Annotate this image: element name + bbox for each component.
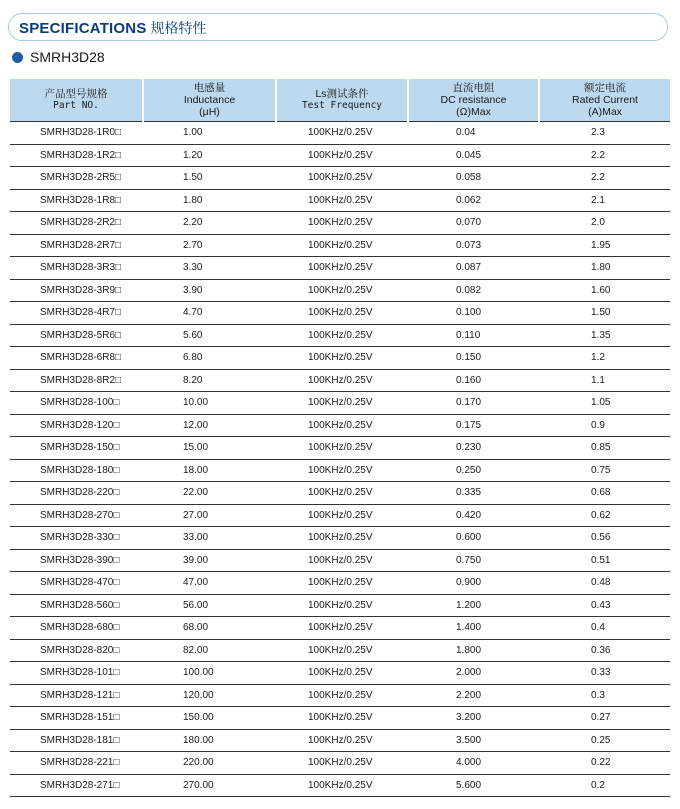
inductance-cell: 27.00 xyxy=(143,504,276,527)
dc-resistance-cell: 0.073 xyxy=(408,234,539,257)
dc-resistance-cell: 1.200 xyxy=(408,594,539,617)
inductance-cell: 8.20 xyxy=(143,369,276,392)
part-number-cell: SMRH3D28-6R8□ xyxy=(10,347,143,370)
test-frequency-cell: 100KHz/0.25V xyxy=(276,369,408,392)
rated-current-cell: 0.4 xyxy=(539,617,670,640)
test-frequency-cell: 100KHz/0.25V xyxy=(276,212,408,235)
table-row xyxy=(10,639,670,662)
table-row xyxy=(10,144,670,167)
inductance-cell: 5.60 xyxy=(143,324,276,347)
inductance-cell: 3.30 xyxy=(143,257,276,280)
table-row xyxy=(10,774,670,797)
part-number-cell: SMRH3D28-180□ xyxy=(10,459,143,482)
inductance-cell: 56.00 xyxy=(143,594,276,617)
table-row xyxy=(10,617,670,640)
inductance-cell: 1.20 xyxy=(143,144,276,167)
test-frequency-cell: 100KHz/0.25V xyxy=(276,504,408,527)
part-number-cell: SMRH3D28-3R3□ xyxy=(10,257,143,280)
test-frequency-cell: 100KHz/0.25V xyxy=(276,549,408,572)
dc-resistance-cell: 0.600 xyxy=(408,527,539,550)
dc-resistance-cell: 3.200 xyxy=(408,707,539,730)
test-frequency-cell: 100KHz/0.25V xyxy=(276,144,408,167)
rated-current-cell: 1.2 xyxy=(539,347,670,370)
test-frequency-cell: 100KHz/0.25V xyxy=(276,482,408,505)
dc-resistance-cell: 0.058 xyxy=(408,167,539,190)
rated-current-cell: 2.3 xyxy=(539,122,670,145)
table-row xyxy=(10,459,670,482)
part-number-cell: SMRH3D28-8R2□ xyxy=(10,369,143,392)
table-row xyxy=(10,729,670,752)
table-row xyxy=(10,594,670,617)
rated-current-cell: 0.9 xyxy=(539,414,670,437)
test-frequency-cell: 100KHz/0.25V xyxy=(276,122,408,145)
test-frequency-cell: 100KHz/0.25V xyxy=(276,527,408,550)
dc-resistance-cell: 0.087 xyxy=(408,257,539,280)
dc-resistance-cell: 0.230 xyxy=(408,437,539,460)
model-name: SMRH3D28 xyxy=(30,49,105,65)
test-frequency-cell: 100KHz/0.25V xyxy=(276,639,408,662)
part-number-cell: SMRH3D28-271□ xyxy=(10,774,143,797)
table-row xyxy=(10,234,670,257)
rated-current-cell: 0.56 xyxy=(539,527,670,550)
test-frequency-cell: 100KHz/0.25V xyxy=(276,617,408,640)
rated-current-cell: 0.3 xyxy=(539,684,670,707)
part-number-cell: SMRH3D28-270□ xyxy=(10,504,143,527)
dc-resistance-cell: 0.100 xyxy=(408,302,539,325)
dc-resistance-cell: 0.750 xyxy=(408,549,539,572)
rated-current-cell: 2.1 xyxy=(539,189,670,212)
table-row xyxy=(10,302,670,325)
part-number-cell: SMRH3D28-680□ xyxy=(10,617,143,640)
part-number-cell: SMRH3D28-2R5□ xyxy=(10,167,143,190)
rated-current-cell: 1.50 xyxy=(539,302,670,325)
part-number-cell: SMRH3D28-100□ xyxy=(10,392,143,415)
table-row xyxy=(10,392,670,415)
dc-resistance-cell: 0.150 xyxy=(408,347,539,370)
dc-resistance-cell: 0.04 xyxy=(408,122,539,145)
dc-resistance-cell: 0.045 xyxy=(408,144,539,167)
col-header-part-no: 产品型号规格 Part NO. xyxy=(10,79,143,122)
part-number-cell: SMRH3D28-560□ xyxy=(10,594,143,617)
part-number-cell: SMRH3D28-181□ xyxy=(10,729,143,752)
inductance-cell: 12.00 xyxy=(143,414,276,437)
col-header-dc-resistance: 直流电阻 DC resistance (Ω)Max xyxy=(408,79,539,122)
part-number-cell: SMRH3D28-151□ xyxy=(10,707,143,730)
part-number-cell: SMRH3D28-120□ xyxy=(10,414,143,437)
test-frequency-cell: 100KHz/0.25V xyxy=(276,347,408,370)
table-row xyxy=(10,369,670,392)
specifications-table xyxy=(10,79,670,797)
dc-resistance-cell: 1.800 xyxy=(408,639,539,662)
table-row xyxy=(10,324,670,347)
col-header-test-frequency: Ls测试条件 Test Frequency xyxy=(276,79,408,122)
table-row xyxy=(10,279,670,302)
dc-resistance-cell: 4.000 xyxy=(408,752,539,775)
dc-resistance-cell: 0.082 xyxy=(408,279,539,302)
table-row xyxy=(10,347,670,370)
test-frequency-cell: 100KHz/0.25V xyxy=(276,572,408,595)
part-number-cell: SMRH3D28-5R6□ xyxy=(10,324,143,347)
inductance-cell: 120.00 xyxy=(143,684,276,707)
rated-current-cell: 0.75 xyxy=(539,459,670,482)
part-number-cell: SMRH3D28-4R7□ xyxy=(10,302,143,325)
table-row xyxy=(10,482,670,505)
test-frequency-cell: 100KHz/0.25V xyxy=(276,729,408,752)
rated-current-cell: 1.1 xyxy=(539,369,670,392)
dc-resistance-cell: 0.420 xyxy=(408,504,539,527)
part-number-cell: SMRH3D28-2R2□ xyxy=(10,212,143,235)
test-frequency-cell: 100KHz/0.25V xyxy=(276,414,408,437)
test-frequency-cell: 100KHz/0.25V xyxy=(276,437,408,460)
dc-resistance-cell: 0.070 xyxy=(408,212,539,235)
table-row xyxy=(10,437,670,460)
inductance-cell: 18.00 xyxy=(143,459,276,482)
dc-resistance-cell: 0.160 xyxy=(408,369,539,392)
table-row xyxy=(10,122,670,145)
rated-current-cell: 1.60 xyxy=(539,279,670,302)
table-row xyxy=(10,257,670,280)
table-row xyxy=(10,189,670,212)
table-row xyxy=(10,707,670,730)
col-header-rated-current: 额定电流 Rated Current (A)Max xyxy=(539,79,670,122)
dc-resistance-cell: 3.500 xyxy=(408,729,539,752)
part-number-cell: SMRH3D28-121□ xyxy=(10,684,143,707)
inductance-cell: 47.00 xyxy=(143,572,276,595)
dc-resistance-cell: 0.062 xyxy=(408,189,539,212)
inductance-cell: 220.00 xyxy=(143,752,276,775)
table-row xyxy=(10,684,670,707)
rated-current-cell: 1.35 xyxy=(539,324,670,347)
inductance-cell: 39.00 xyxy=(143,549,276,572)
part-number-cell: SMRH3D28-330□ xyxy=(10,527,143,550)
inductance-cell: 180.00 xyxy=(143,729,276,752)
dc-resistance-cell: 5.600 xyxy=(408,774,539,797)
test-frequency-cell: 100KHz/0.25V xyxy=(276,459,408,482)
dc-resistance-cell: 0.900 xyxy=(408,572,539,595)
rated-current-cell: 0.62 xyxy=(539,504,670,527)
dc-resistance-cell: 0.170 xyxy=(408,392,539,415)
part-number-cell: SMRH3D28-820□ xyxy=(10,639,143,662)
rated-current-cell: 0.43 xyxy=(539,594,670,617)
test-frequency-cell: 100KHz/0.25V xyxy=(276,392,408,415)
rated-current-cell: 0.2 xyxy=(539,774,670,797)
part-number-cell: SMRH3D28-150□ xyxy=(10,437,143,460)
part-number-cell: SMRH3D28-3R9□ xyxy=(10,279,143,302)
rated-current-cell: 0.33 xyxy=(539,662,670,685)
dc-resistance-cell: 1.400 xyxy=(408,617,539,640)
table-body xyxy=(10,122,670,797)
part-number-cell: SMRH3D28-1R8□ xyxy=(10,189,143,212)
inductance-cell: 15.00 xyxy=(143,437,276,460)
test-frequency-cell: 100KHz/0.25V xyxy=(276,302,408,325)
test-frequency-cell: 100KHz/0.25V xyxy=(276,167,408,190)
table-header-row xyxy=(10,79,670,122)
table-row xyxy=(10,572,670,595)
dc-resistance-cell: 0.250 xyxy=(408,459,539,482)
test-frequency-cell: 100KHz/0.25V xyxy=(276,707,408,730)
table-row xyxy=(10,662,670,685)
bullet-dot-icon xyxy=(12,52,23,63)
section-title-en: SPECIFICATIONS xyxy=(19,20,147,37)
inductance-cell: 2.70 xyxy=(143,234,276,257)
dc-resistance-cell: 0.110 xyxy=(408,324,539,347)
part-number-cell: SMRH3D28-1R2□ xyxy=(10,144,143,167)
part-number-cell: SMRH3D28-101□ xyxy=(10,662,143,685)
inductance-cell: 1.00 xyxy=(143,122,276,145)
inductance-cell: 100.00 xyxy=(143,662,276,685)
inductance-cell: 33.00 xyxy=(143,527,276,550)
rated-current-cell: 2.0 xyxy=(539,212,670,235)
inductance-cell: 22.00 xyxy=(143,482,276,505)
part-number-cell: SMRH3D28-470□ xyxy=(10,572,143,595)
inductance-cell: 1.80 xyxy=(143,189,276,212)
table-row xyxy=(10,414,670,437)
test-frequency-cell: 100KHz/0.25V xyxy=(276,752,408,775)
inductance-cell: 68.00 xyxy=(143,617,276,640)
dc-resistance-cell: 2.000 xyxy=(408,662,539,685)
dc-resistance-cell: 2.200 xyxy=(408,684,539,707)
section-title-cn: 规格特性 xyxy=(150,20,207,36)
table-row xyxy=(10,549,670,572)
inductance-cell: 2.20 xyxy=(143,212,276,235)
part-number-cell: SMRH3D28-2R7□ xyxy=(10,234,143,257)
test-frequency-cell: 100KHz/0.25V xyxy=(276,189,408,212)
test-frequency-cell: 100KHz/0.25V xyxy=(276,257,408,280)
table-row xyxy=(10,212,670,235)
rated-current-cell: 2.2 xyxy=(539,144,670,167)
part-number-cell: SMRH3D28-221□ xyxy=(10,752,143,775)
table-row xyxy=(10,504,670,527)
rated-current-cell: 0.51 xyxy=(539,549,670,572)
rated-current-cell: 2.2 xyxy=(539,167,670,190)
test-frequency-cell: 100KHz/0.25V xyxy=(276,324,408,347)
inductance-cell: 82.00 xyxy=(143,639,276,662)
inductance-cell: 6.80 xyxy=(143,347,276,370)
part-number-cell: SMRH3D28-1R0□ xyxy=(10,122,143,145)
rated-current-cell: 1.80 xyxy=(539,257,670,280)
section-title xyxy=(19,18,207,38)
table-row xyxy=(10,167,670,190)
rated-current-cell: 1.95 xyxy=(539,234,670,257)
dc-resistance-cell: 0.175 xyxy=(408,414,539,437)
part-number-cell: SMRH3D28-390□ xyxy=(10,549,143,572)
inductance-cell: 3.90 xyxy=(143,279,276,302)
col-header-inductance: 电感量 Inductance (μH) xyxy=(143,79,276,122)
rated-current-cell: 1.05 xyxy=(539,392,670,415)
test-frequency-cell: 100KHz/0.25V xyxy=(276,662,408,685)
test-frequency-cell: 100KHz/0.25V xyxy=(276,234,408,257)
dc-resistance-cell: 0.335 xyxy=(408,482,539,505)
part-number-cell: SMRH3D28-220□ xyxy=(10,482,143,505)
rated-current-cell: 0.48 xyxy=(539,572,670,595)
inductance-cell: 10.00 xyxy=(143,392,276,415)
rated-current-cell: 0.25 xyxy=(539,729,670,752)
inductance-cell: 150.00 xyxy=(143,707,276,730)
inductance-cell: 4.70 xyxy=(143,302,276,325)
test-frequency-cell: 100KHz/0.25V xyxy=(276,279,408,302)
rated-current-cell: 0.27 xyxy=(539,707,670,730)
table-row xyxy=(10,527,670,550)
rated-current-cell: 0.68 xyxy=(539,482,670,505)
rated-current-cell: 0.85 xyxy=(539,437,670,460)
test-frequency-cell: 100KHz/0.25V xyxy=(276,774,408,797)
specifications-header xyxy=(8,13,668,41)
inductance-cell: 1.50 xyxy=(143,167,276,190)
test-frequency-cell: 100KHz/0.25V xyxy=(276,594,408,617)
table-row xyxy=(10,752,670,775)
test-frequency-cell: 100KHz/0.25V xyxy=(276,684,408,707)
rated-current-cell: 0.36 xyxy=(539,639,670,662)
rated-current-cell: 0.22 xyxy=(539,752,670,775)
inductance-cell: 270.00 xyxy=(143,774,276,797)
